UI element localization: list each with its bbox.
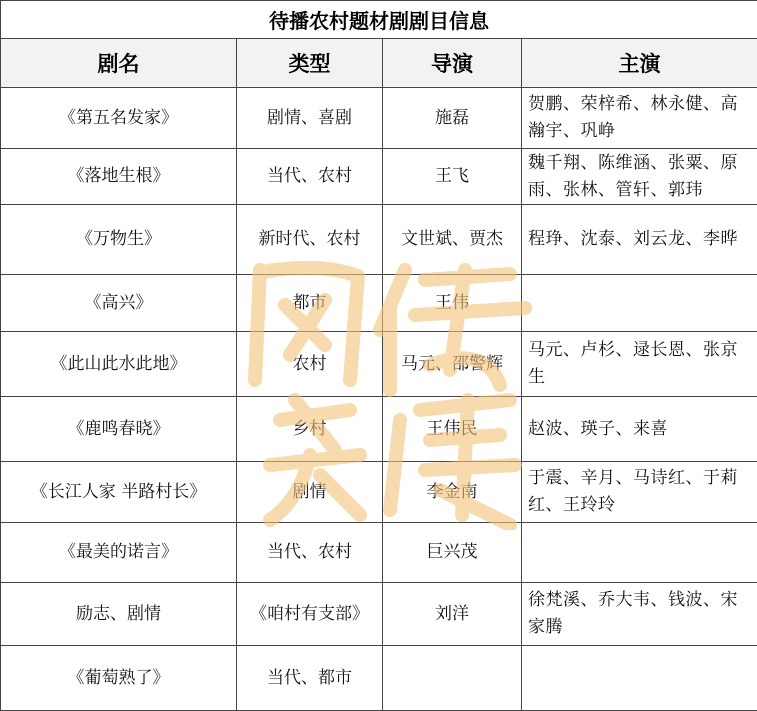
cell-cast: 程琤、沈泰、刘云龙、李晔: [522, 205, 757, 275]
cell-cast: 于震、辛月、马诗红、于莉红、王玲玲: [522, 462, 757, 523]
cell-genre: 《咱村有支部》: [237, 583, 383, 646]
cell-name: 《最美的诺言》: [1, 523, 237, 583]
table-row: [1, 275, 757, 332]
cell-cast: 贺鹏、荣梓希、林永健、高瀚宇、巩峥: [522, 88, 757, 149]
cell-director: 李金南: [383, 462, 522, 523]
cell-director: 巨兴茂: [383, 523, 522, 583]
table-row: [1, 523, 757, 583]
cell-director: 王伟民: [383, 397, 522, 462]
cell-director: 刘洋: [383, 583, 522, 646]
cell-director: [383, 646, 522, 711]
table-row: [1, 646, 757, 711]
cell-cast: 赵波、瑛子、来喜: [522, 397, 757, 462]
table-row: [1, 583, 757, 646]
cell-cast: [522, 275, 757, 332]
cell-name: 《鹿鸣春晓》: [1, 397, 237, 462]
column-header-director: 导演: [383, 39, 522, 88]
table-row: [1, 88, 757, 149]
cell-name: 励志、剧情: [1, 583, 237, 646]
cell-name: 《第五名发家》: [1, 88, 237, 149]
cell-genre: 乡村: [237, 397, 383, 462]
cell-name: 《此山此水此地》: [1, 332, 237, 397]
cell-name: 《长江人家 半路村长》: [1, 462, 237, 523]
table-row: [1, 205, 757, 275]
cell-cast: [522, 646, 757, 711]
cell-director: 施磊: [383, 88, 522, 149]
cell-genre: 当代、农村: [237, 523, 383, 583]
cell-genre: 农村: [237, 332, 383, 397]
cell-genre: 当代、农村: [237, 149, 383, 205]
table-row: [1, 149, 757, 205]
table-row: [1, 397, 757, 462]
cell-director: 文世斌、贾杰: [383, 205, 522, 275]
column-header-name: 剧名: [1, 39, 237, 88]
cell-genre: 当代、都市: [237, 646, 383, 711]
table-row: [1, 462, 757, 523]
table-row: [1, 332, 757, 397]
cell-genre: 新时代、农村: [237, 205, 383, 275]
cell-genre: 剧情: [237, 462, 383, 523]
cell-director: 王飞: [383, 149, 522, 205]
header-row: [1, 39, 757, 88]
cell-cast: 魏千翔、陈维涵、张粟、原雨、张林、管轩、郭玮: [522, 149, 757, 205]
cell-genre: 都市: [237, 275, 383, 332]
cell-name: 《葡萄熟了》: [1, 646, 237, 711]
cell-cast: 马元、卢杉、逯长恩、张京生: [522, 332, 757, 397]
cell-director: 马元、邵警辉: [383, 332, 522, 397]
column-header-genre: 类型: [237, 39, 383, 88]
cell-name: 《高兴》: [1, 275, 237, 332]
cell-cast: [522, 523, 757, 583]
cell-genre: 剧情、喜剧: [237, 88, 383, 149]
cell-cast: 徐梵溪、乔大韦、钱波、宋家腾: [522, 583, 757, 646]
cell-name: 《落地生根》: [1, 149, 237, 205]
cell-director: 王伟: [383, 275, 522, 332]
column-header-cast: 主演: [522, 39, 757, 88]
table-title: 待播农村题材剧剧目信息: [1, 1, 757, 39]
cell-name: 《万物生》: [1, 205, 237, 275]
